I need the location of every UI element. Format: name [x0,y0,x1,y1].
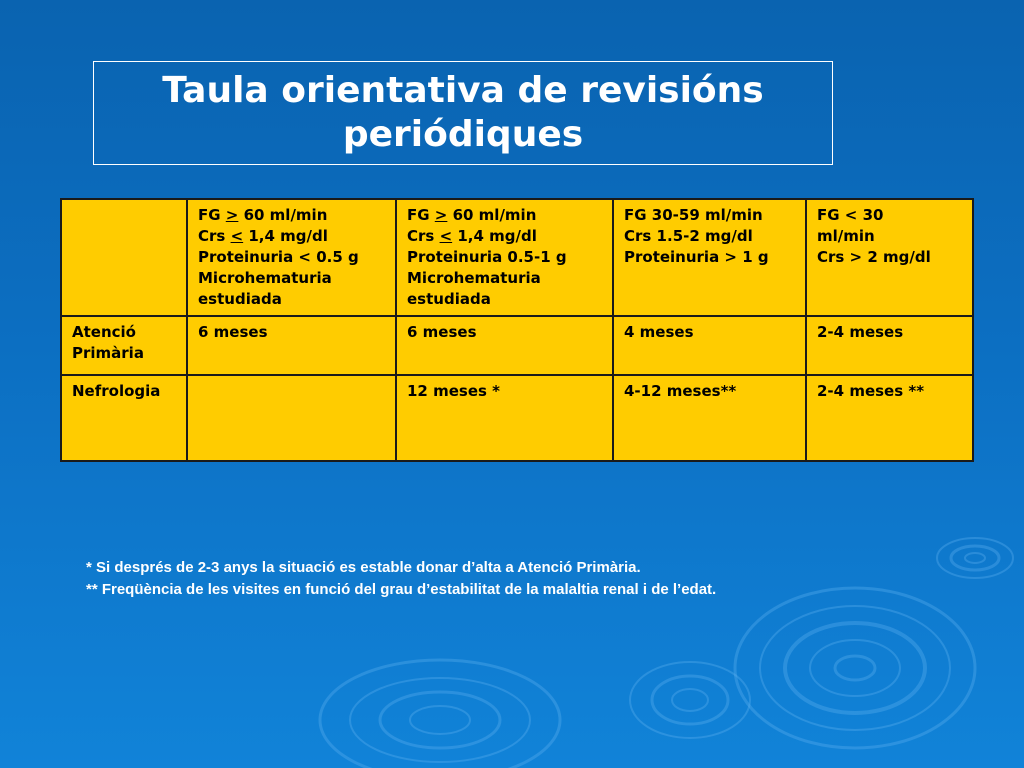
header-line: Crs < 1,4 mg/dl [198,227,328,245]
row-label: Nefrologia [61,375,187,461]
table-cell: 6 meses [187,316,396,375]
header-line: estudiada [407,290,491,308]
header-line: FG > 60 ml/min [198,206,328,224]
table-cell: 2-4 meses [806,316,973,375]
table-cell: 4-12 meses** [613,375,806,461]
header-line: ml/min [817,227,875,245]
header-line: FG < 30 [817,206,884,224]
header-line: Proteinuria 0.5-1 g [407,248,567,266]
header-line: Crs < 1,4 mg/dl [407,227,537,245]
column-header [396,199,613,316]
header-line: Crs 1.5-2 mg/dl [624,227,753,245]
column-header [613,199,806,316]
header-line: Proteinuria < 0.5 g [198,248,359,266]
footnote-1: * Si després de 2-3 anys la situació es estable donar d’alta a Atenció Primària. [86,559,641,576]
table-cell: 4 meses [613,316,806,375]
title-line-2: periódiques [342,114,584,155]
row-label: Atenció Primària [61,316,187,375]
header-line: Microhematuria [407,269,541,287]
header-line: FG 30-59 ml/min [624,206,763,224]
table-cell: 12 meses * [396,375,613,461]
table-cell: 2-4 meses ** [806,375,973,461]
table-cell [187,375,396,461]
corner-cell [61,199,187,316]
header-line: estudiada [198,290,282,308]
header-line: Crs > 2 mg/dl [817,248,931,266]
table-row [61,375,973,461]
footnote-2: ** Freqüència de les visites en funció del grau d’estabilitat de la malaltia renal i de l’edat. [86,581,717,598]
header-line: Proteinuria > 1 g [624,248,769,266]
header-line: Microhematuria [198,269,332,287]
column-header [806,199,973,316]
footnotes [86,557,986,601]
slide-title [93,61,833,165]
table-row [61,316,973,375]
column-header [187,199,396,316]
header-line: FG > 60 ml/min [407,206,537,224]
review-schedule-table [60,198,974,462]
table-header-row [61,199,973,316]
title-line-1: Taula orientativa de revisións [162,70,764,111]
table-cell: 6 meses [396,316,613,375]
